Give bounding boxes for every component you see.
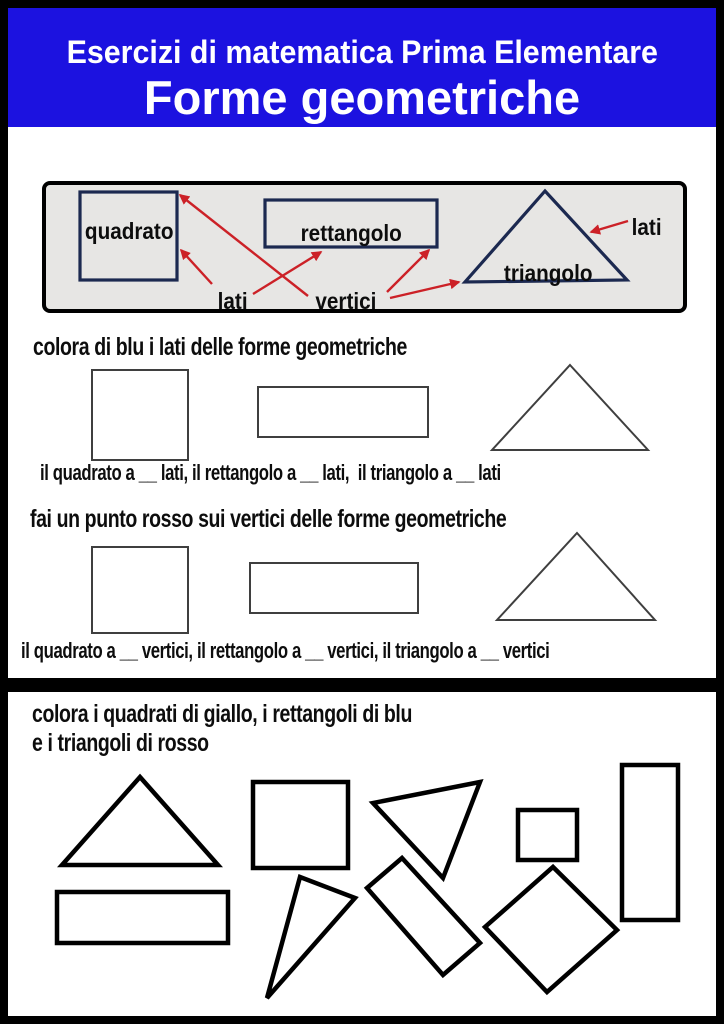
ex3-narrow-triangle: [267, 877, 355, 998]
legend-vertices-label: [294, 288, 398, 315]
ex3-rotated-triangle: [373, 782, 480, 878]
ex2-caption: [21, 639, 716, 664]
legend-sides-label-left: [201, 288, 265, 315]
ex1-square: [92, 370, 188, 460]
legend-rectangle-label-text: rettangolo: [300, 220, 402, 246]
ex2-rectangle: [250, 563, 418, 613]
arrow-vertices-to-triangle-corner: [390, 282, 459, 298]
ex3-diamond-square: [485, 867, 617, 992]
header-title-text: Forme geometriche: [143, 71, 581, 124]
legend-sides-label-right-text: lati: [632, 214, 662, 240]
ex3-large-triangle: [62, 777, 218, 865]
ex3-small-square: [518, 810, 577, 860]
ex2-caption-text: il quadrato a __ vertici, il rettangolo a __ vertici, il triangolo a __ vertici: [21, 638, 550, 663]
legend-sides-label-right: [615, 214, 679, 241]
legend-square-label: [80, 218, 177, 245]
legend-sides-label-left-text: lati: [218, 288, 248, 314]
ex1-title-text: colora di blu i lati delle forme geometriche: [33, 333, 408, 361]
ex3-title-line1: [32, 700, 519, 728]
section-divider: [8, 678, 716, 692]
arrow-vertices-to-rectangle-corner: [387, 250, 429, 292]
ex1-caption-text: il quadrato a __ lati, il rettangolo a __ lati, il triangolo a __ lati: [40, 460, 501, 485]
ex2-square: [92, 547, 188, 633]
legend-rectangle-label: [265, 220, 437, 247]
ex2-triangle: [497, 533, 655, 620]
ex3-square: [253, 782, 348, 868]
arrow-sides-to-square-edge: [181, 250, 212, 284]
legend-square-label-text: quadrato: [84, 218, 174, 244]
ex1-triangle: [492, 365, 648, 450]
ex1-title: [33, 333, 513, 361]
header-subtitle-text: Esercizi di matematica Prima Elementare: [66, 34, 658, 70]
legend-triangle-label: [488, 260, 608, 287]
ex3-title-line2-text: e i triangoli di rosso: [32, 729, 209, 757]
ex2-title: [30, 505, 641, 533]
ex3-tilted-rectangle: [367, 858, 480, 975]
ex3-tall-rectangle: [622, 765, 678, 920]
ex2-title-text: fai un punto rosso sui vertici delle forme geometriche: [30, 505, 507, 533]
legend-triangle-label-text: triangolo: [503, 260, 593, 286]
ex3-title-line2: [32, 729, 259, 757]
ex1-rectangle: [258, 387, 428, 437]
ex1-caption: [40, 461, 646, 486]
legend-vertices-label-text: vertici: [315, 288, 377, 314]
ex3-rectangle: [57, 892, 228, 943]
ex3-title-line1-text: colora i quadrati di giallo, i rettangoli di blu: [32, 700, 412, 728]
